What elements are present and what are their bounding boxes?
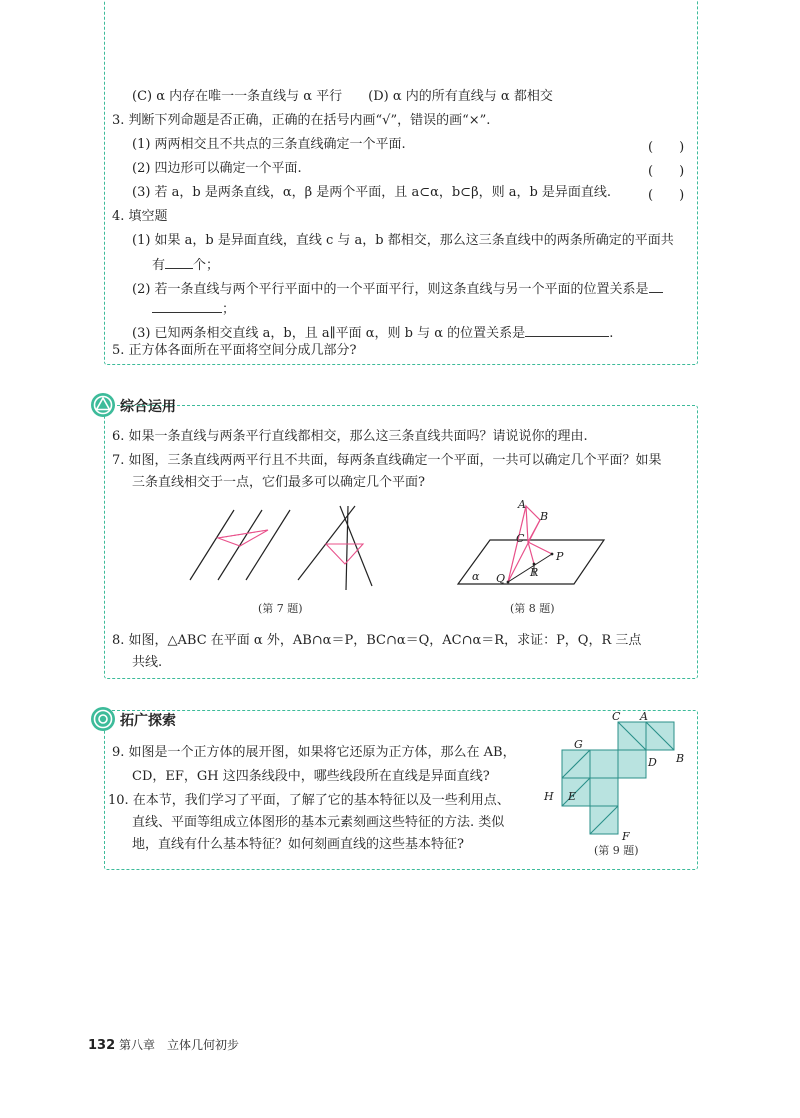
- label-Q: Q: [496, 572, 506, 585]
- label-A: A: [518, 498, 526, 511]
- fill-blank[interactable]: [525, 322, 609, 337]
- question-6: 6. 如果一条直线与两条平行直线都相交，那么这三条直线共面吗？请说说你的理由.: [112, 429, 588, 444]
- net-label-B: B: [676, 752, 685, 765]
- question-4: 4. 填空题: [112, 209, 168, 224]
- answer-paren-3-2: ( ): [648, 164, 685, 179]
- figure-7: [180, 498, 390, 594]
- question-8-cont: 共线.: [132, 655, 163, 670]
- question-4-2: (2) 若一条直线与两个平行平面中的一个平面平行，则这条直线与另一个平面的位置关系是: [132, 278, 663, 299]
- label-B: B: [540, 510, 549, 523]
- net-label-G: G: [574, 738, 583, 751]
- question-4-3: (3) 已知两条相交直线 a，b，且 a∥平面 α，则 b 与 α 的位置关系是 .: [132, 322, 613, 343]
- section-title-explore: 拓广探索: [120, 713, 176, 729]
- question-4-2-cont: ；: [152, 298, 235, 319]
- caption-figure-9: (第 9 题): [594, 844, 639, 857]
- question-8: 8. 如图，△ABC 在平面 α 外，AB∩α＝P，BC∩α＝Q，AC∩α＝R，求证：P，Q，R 三点: [112, 633, 642, 648]
- label-R: R: [530, 566, 539, 579]
- question-3-3: (3) 若 a，b 是两条直线，α，β 是两个平面，且 a⊂α，b⊂β，则 a，b 是异面直线.: [132, 185, 612, 200]
- caption-figure-8: (第 8 题): [510, 602, 555, 615]
- fill-blank[interactable]: [152, 298, 222, 313]
- question-10-cont-2: 地，直线有什么基本特征？如何刻画直线的这些基本特征?: [132, 837, 464, 852]
- figure-8: [450, 496, 620, 592]
- question-4-1: (1) 如果 a，b 是异面直线，直线 c 与 a，b 都相交，那么这三条直线中的两条所确定的平面共: [132, 233, 674, 248]
- answer-paren-3-3: ( ): [648, 188, 685, 203]
- triangle-badge-icon: [90, 392, 116, 418]
- question-10-cont-1: 直线、平面等组成立体图形的基本元素刻画这些特征的方法. 类似: [132, 815, 505, 830]
- question-3: 3. 判断下列命题是否正确，正确的在括号内画“√”，错误的画“×”.: [112, 113, 491, 128]
- fill-blank[interactable]: [649, 278, 663, 293]
- question-3-2: (2) 四边形可以确定一个平面.: [132, 161, 302, 176]
- page-number: 132: [88, 1038, 116, 1053]
- option-cd: (C) α 内存在唯一一条直线与 α 平行 (D) α 内的所有直线与 α 都相交: [132, 89, 553, 104]
- fill-blank[interactable]: [165, 254, 193, 269]
- question-7-cont: 三条直线相交于一点，它们最多可以确定几个平面?: [132, 475, 425, 490]
- question-4-1-cont: 有 个；: [152, 254, 219, 275]
- label-P: P: [556, 550, 564, 563]
- caption-figure-7: (第 7 题): [258, 602, 303, 615]
- net-label-H: H: [544, 790, 554, 803]
- net-label-E: E: [568, 790, 577, 803]
- answer-paren-3-1: ( ): [648, 140, 685, 155]
- label-C: C: [516, 532, 525, 545]
- net-label-F: F: [622, 830, 630, 843]
- net-label-C: C: [612, 712, 621, 723]
- explore-badge-icon: [90, 706, 116, 732]
- question-5: 5. 正方体各面所在平面将空间分成几部分?: [112, 343, 357, 358]
- section-title-comprehensive: 综合运用: [120, 399, 176, 415]
- question-10: 10. 在本节，我们学习了平面，了解了它的基本特征以及一些利用点、: [108, 793, 510, 808]
- question-9: 9. 如图是一个正方体的展开图，如果将它还原为正方体，那么在 AB，: [112, 745, 516, 760]
- figure-9-cube-net: [538, 712, 688, 844]
- question-9-cont: CD，EF，GH 这四条线段中，哪些线段所在直线是异面直线?: [132, 769, 490, 784]
- net-label-D: D: [648, 756, 657, 769]
- question-7: 7. 如图，三条直线两两平行且不共面，每两条直线确定一个平面，一共可以确定几个平面？如果: [112, 453, 662, 468]
- question-3-1: (1) 两两相交且不共点的三条直线确定一个平面.: [132, 137, 406, 152]
- label-alpha: α: [472, 570, 480, 583]
- chapter-title: 第八章 立体几何初步: [118, 1038, 239, 1052]
- page-footer: [88, 1036, 239, 1053]
- net-label-A: A: [640, 712, 648, 723]
